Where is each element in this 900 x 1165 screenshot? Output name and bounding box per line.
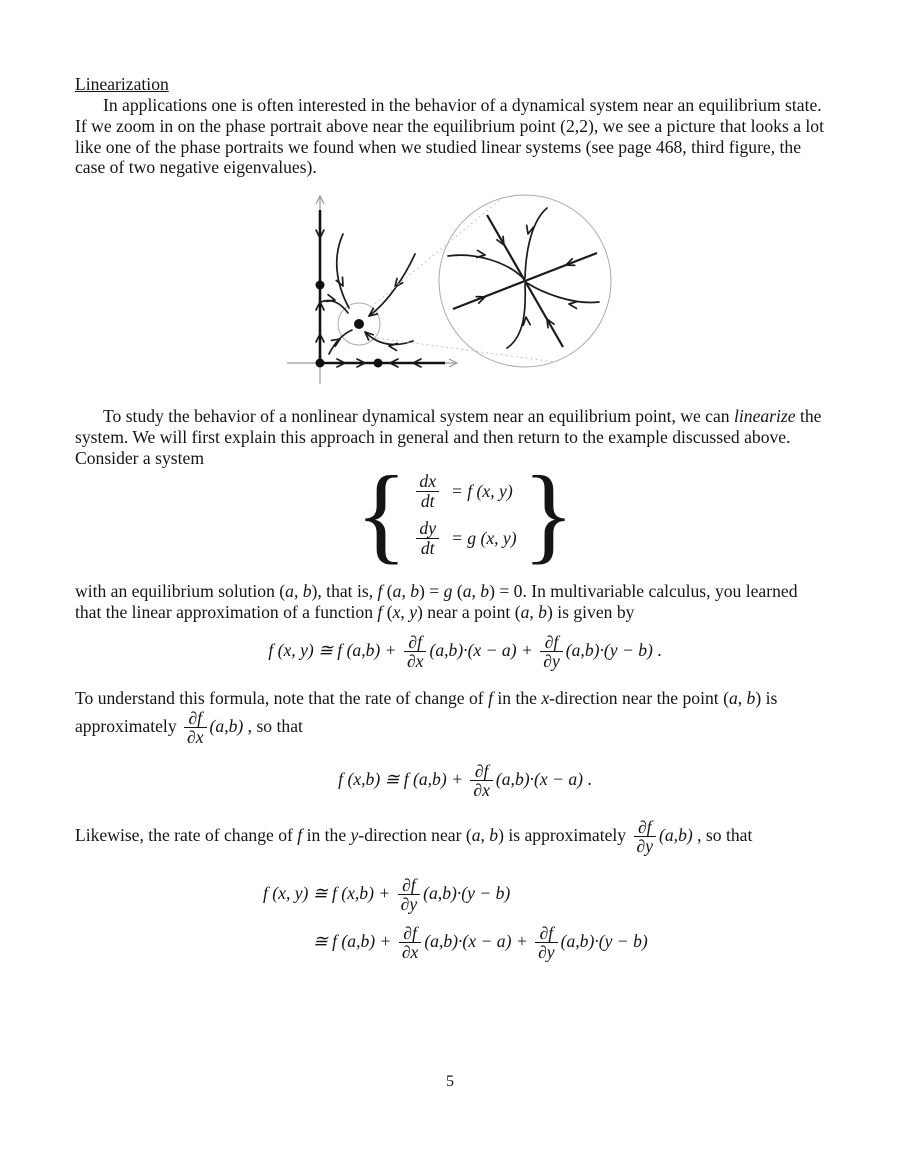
paragraph-equilibrium: with an equilibrium solution (a, b), that is, f (a, b) = g (a, b) = 0. In multivariable calculus, you learned that the linear approximation of a function f (x, y) near a point (a, b) is given by — [75, 581, 798, 622]
phase-portrait-svg — [283, 186, 615, 390]
paragraph-intro: In applications one is often interested in the behavior of a dynamical system near an equilibrium state. If we zoom in on the phase portrait above near the equilibrium point (2,2), we see a picture that looks a lot like one of the phase portraits we found when we studied linear systems (see page 468, third figure, the case of two negative eigenvalues). — [75, 95, 824, 178]
right-brace: } — [522, 455, 575, 574]
equation-system-row2: $\frac{dy}{dt}$ = g (x, y) — [413, 519, 516, 557]
fraction: $\frac{\partial f}{\partial y}$ — [535, 924, 558, 962]
equation-y-direction — [75, 876, 855, 962]
left-phase-portrait — [287, 195, 555, 384]
paragraph-linearize: To study the behavior of a nonlinear dynamical system near an equilibrium point, we can linearize the system. We will first explain this approach in general and then return to the example discussed above. Consider a system — [75, 406, 822, 468]
fraction: $\frac{\partial f}{\partial x}$ — [404, 633, 427, 671]
paragraph-x-direction: To understand this formula, note that the rate of change of f in the x-direction near the point (a, b) is approximately $\frac{\partial f}{\partial x}$ (a,b) , so that — [75, 688, 778, 748]
fraction: $\frac{\partial f}{\partial x}$ — [399, 924, 422, 962]
fraction: $\frac{\partial f}{\partial x}$ — [184, 709, 207, 747]
page-number: 5 — [446, 1073, 454, 1090]
fraction: $\frac{\partial f}{\partial y}$ — [634, 818, 657, 856]
fraction: $\frac{dx}{dt}$ — [416, 472, 439, 510]
paragraph-y-direction: Likewise, the rate of change of f in the y-direction near (a, b) is approximately $\frac{\partial f}{\partial y}$ (a,b) , so that — [75, 817, 753, 857]
equation-y-direction-line1: f (x, y) ≅ f (x,b) + $\frac{\partial f}{\partial y}$ (a,b)·(y − b) — [263, 875, 511, 915]
equation-x-direction: f (x,b) ≅ f (a,b) + $\frac{\partial f}{\partial x}$ (a,b)·(x − a) . — [338, 761, 592, 801]
equation-linear-approx: f (x, y) ≅ f (a,b) + $\frac{\partial f}{\partial x}$ (a,b)·(x − a) + $\frac{\partial f}{\partial y}$ (a,b)·(y − b) . — [268, 632, 662, 672]
equation-system — [75, 455, 855, 574]
zoomed-phase-portrait — [439, 195, 611, 367]
left-brace: { — [355, 455, 408, 574]
fraction: $\frac{dy}{dt}$ — [416, 519, 439, 557]
section-heading: Linearization — [75, 74, 169, 94]
phase-portrait-figure — [283, 186, 615, 395]
fraction: $\frac{\partial f}{\partial y}$ — [540, 633, 563, 671]
fraction: $\frac{\partial f}{\partial y}$ — [398, 876, 421, 914]
equation-y-direction-line2: ≅ f (a,b) + $\frac{\partial f}{\partial x}$ (a,b)·(x − a) + $\frac{\partial f}{\partial y}$ (a,b)·(y − b) — [313, 922, 648, 963]
equation-system-row1: $\frac{dx}{dt}$ = f (x, y) — [413, 472, 516, 510]
fraction: $\frac{\partial f}{\partial x}$ — [470, 762, 493, 800]
